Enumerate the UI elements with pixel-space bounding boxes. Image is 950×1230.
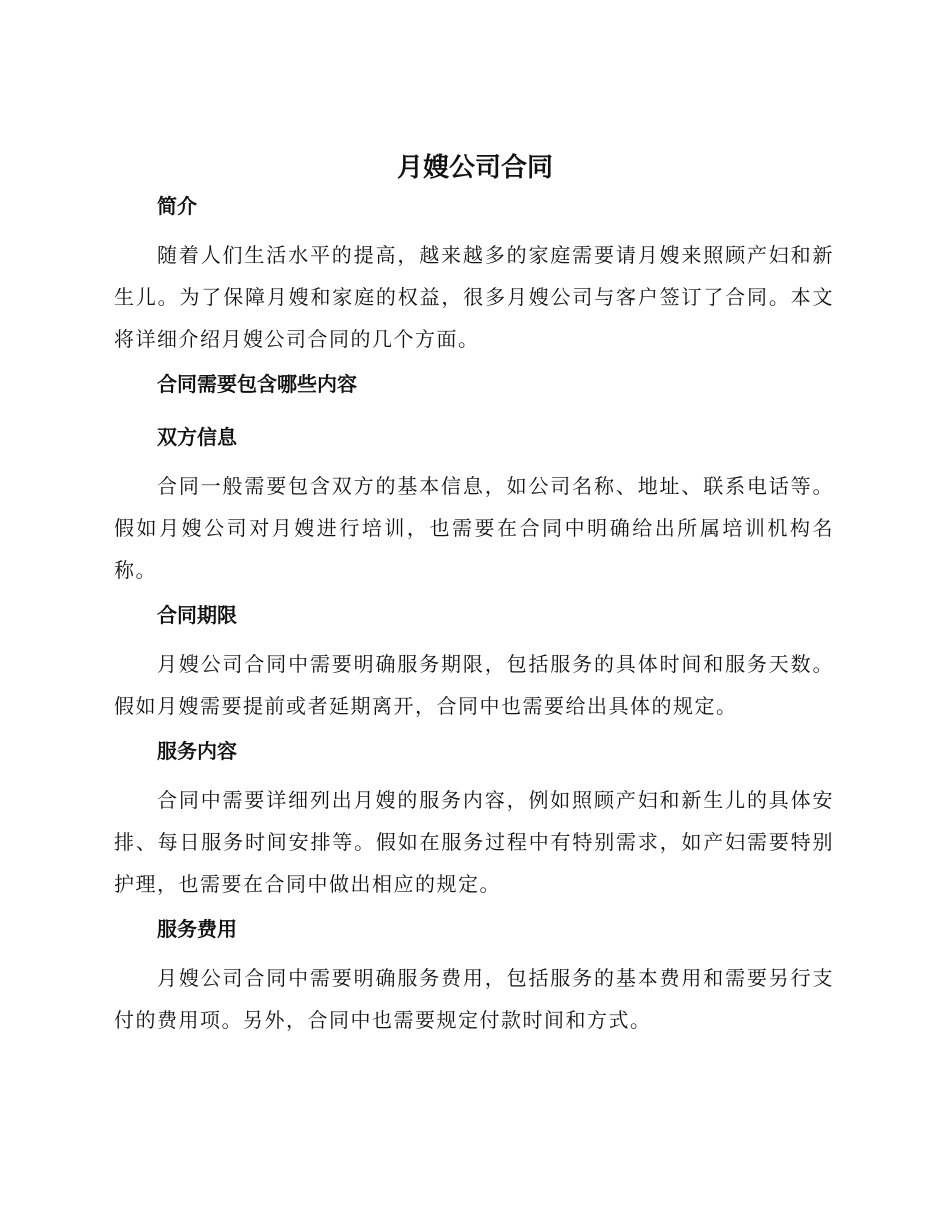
section-heading-intro: 简介 bbox=[157, 194, 197, 218]
section-paragraph-term: 月嫂公司合同中需要明确服务期限，包括服务的具体时间和服务天数。假如月嫂需要提前或者延期离开，合同中也需要给出具体的规定。 bbox=[114, 652, 834, 718]
section-heading-contents: 合同需要包含哪些内容 bbox=[157, 372, 357, 396]
section-heading-fees: 服务费用 bbox=[157, 917, 237, 941]
section-heading-term: 合同期限 bbox=[157, 603, 237, 627]
section-paragraph-fees: 月嫂公司合同中需要明确服务费用，包括服务的基本费用和需要另行支付的费用项。另外，合同中也需要规定付款时间和方式。 bbox=[114, 966, 834, 1032]
section-paragraph-intro: 随着人们生活水平的提高，越来越多的家庭需要请月嫂来照顾产妇和新生儿。为了保障月嫂和家庭的权益，很多月嫂公司与客户签订了合同。本文将详细介绍月嫂公司合同的几个方面。 bbox=[114, 243, 834, 351]
page-title: 月嫂公司合同 bbox=[396, 153, 553, 183]
section-heading-services: 服务内容 bbox=[157, 739, 237, 763]
section-heading-parties: 双方信息 bbox=[157, 425, 237, 449]
section-paragraph-parties: 合同一般需要包含双方的基本信息，如公司名称、地址、联系电话等。假如月嫂公司对月嫂进行培训，也需要在合同中明确给出所属培训机构名称。 bbox=[114, 474, 834, 582]
document-body bbox=[114, 192, 834, 1041]
section-paragraph-services: 合同中需要详细列出月嫂的服务内容，例如照顾产妇和新生儿的具体安排、每日服务时间安排等。假如在服务过程中有特别需求，如产妇需要特别护理，也需要在合同中做出相应的规定。 bbox=[114, 788, 834, 896]
